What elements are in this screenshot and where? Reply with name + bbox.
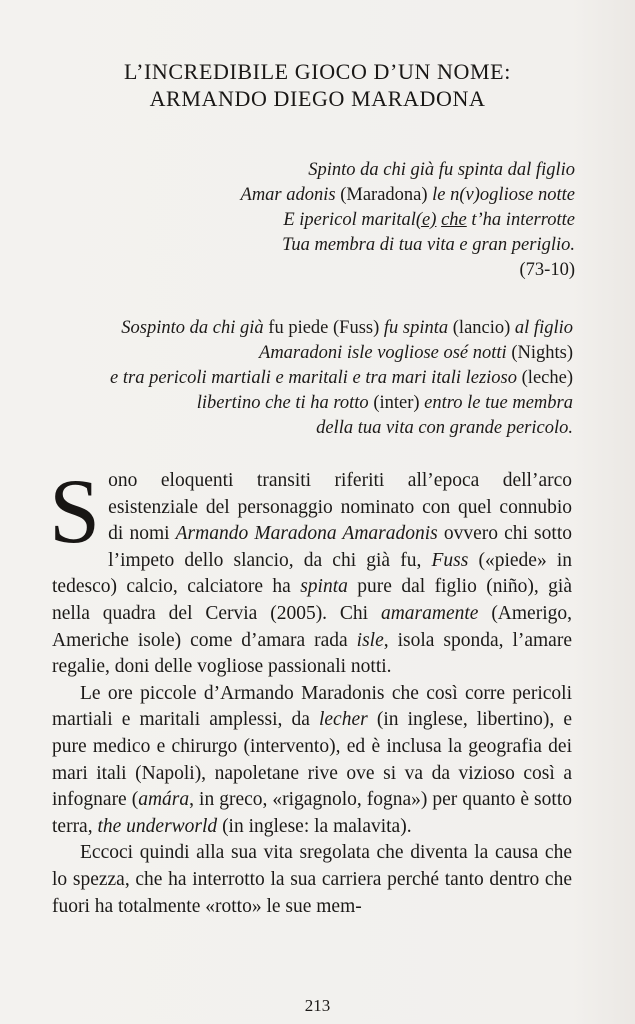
verse-line: Tua membra di tua vita e gran periglio.: [282, 235, 575, 255]
verse-stanza-original: [241, 158, 575, 283]
verse-line: Sospinto da chi già fu piede (Fuss) fu spinta (lancio) al figlio: [121, 318, 573, 338]
paragraph: Eccoci quindi alla sua vita sregolata che diventa la causa che lo spezza, che ha interrotto la sua carriera perché tanto dentro che fuori ha totalmente «rotto» le sue mem-: [52, 842, 572, 917]
drop-cap: S: [49, 460, 101, 562]
verse-line: E ipericol marital(e) che t’ha interrotte: [283, 210, 575, 230]
verse-line: libertino che ti ha rotto (inter) entro le tue membra: [196, 393, 573, 413]
verse-line: e tra pericoli martiali e maritali e tra mari itali lezioso (leche): [110, 368, 573, 388]
chapter-title: [0, 58, 635, 112]
verse-reference: (73-10): [519, 260, 575, 280]
page-number: 213: [304, 996, 331, 1015]
chapter-title-line-1: L’INCREDIBILE GIOCO D’UN NOME:: [124, 59, 511, 84]
verse-line: Spinto da chi già fu spinta dal figlio: [308, 160, 575, 180]
verse-line: Amaradoni isle vogliose osé notti (Nights): [259, 343, 573, 363]
paragraph: Le ore piccole d’Armando Maradonis che così corre pericoli martiali e maritali amplessi, da lecher (in inglese, libertino), e pure medico e chirurgo (intervento), ed è inclusa la geografia dei mari itali (Napoli), napoletane rive ove si va da vizioso così a infognare (amára, in greco, «rigagnolo, fogna») per quanto è sotto terra, the underworld (in inglese: la malavita).: [52, 682, 572, 837]
chapter-title-line-2: ARMANDO DIEGO MARADONA: [149, 86, 486, 111]
verse-line: Amar adonis (Maradona) le n(v)ogliose notte: [240, 185, 575, 205]
verse-stanza-decoded: [110, 316, 573, 441]
body-text: [49, 460, 572, 920]
verse-line: della tua vita con grande pericolo.: [316, 418, 573, 438]
paragraph: Sono eloquenti transiti riferiti all’epoca dell’arco esistenziale del personaggio nominato con quel connubio di nomi Armando Maradona Amaradonis ovvero chi sotto l’impeto dello slancio, da chi già fu, Fuss («piede» in tedesco) calcio, calciatore ha spinta pure dal figlio (niño), già nella quadra del Cervia (2005). Chi amaramente (Amerigo, Americhe isole) come d’amara rada isle, isola sponda, l’amare regalie, doni delle vogliose passionali notti.: [49, 460, 572, 678]
